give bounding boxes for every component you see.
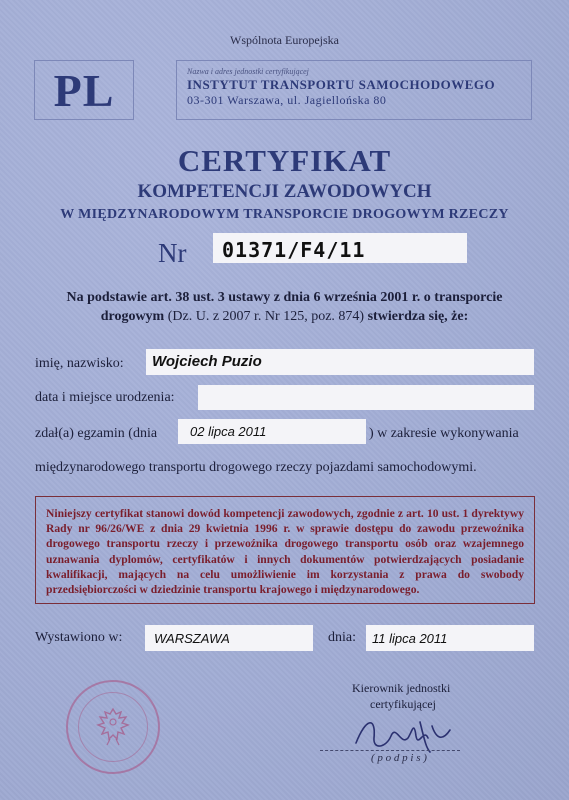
issuer-address: 03-301 Warszawa, ul. Jagiellońska 80 <box>187 93 387 107</box>
exam-scope-text: ) w zakresie wykonywania <box>369 426 519 441</box>
holder-name: Wojciech Puzio <box>152 353 262 370</box>
exam-date: 02 lipca 2011 <box>190 424 267 439</box>
eagle-emblem-icon <box>93 705 133 749</box>
country-code-box <box>34 60 134 120</box>
transport-scope: międzynarodowego transportu drogowego rzeczy pojazdami samochodowymi. <box>35 460 477 475</box>
birth-field <box>198 385 534 410</box>
certificate-number: 01371/F4/11 <box>222 238 366 262</box>
certificate-scope: W MIĘDZYNARODOWYM TRANSPORCIE DROGOWYM RZECZY <box>60 207 509 222</box>
legal-notice: Niniejszy certyfikat stanowi dowód kompetencji zawodowych, zgodnie z art. 10 ust. 1 dyrektywy Rady nr 96/26/WE z dnia 29 kwietnia 1996 r. w sprawie dostępu do zawodu przewoźnika drogowego transportu rzeczy i przewoźnika drogowego transportu osób oraz wzajemnego uznawania dyplomów, certyfikatów i innych dokumentów potwierdzających posiadanie kwalifikacji, mających na celu umożliwienie im korzystania z prawa do swobody przedsiębiorczości w dziedzinie transportu krajowego i międzynarodowego. <box>35 496 535 604</box>
issued-place-label: Wystawiono w: <box>35 630 123 645</box>
issued-date-label: dnia: <box>328 630 356 645</box>
name-label: imię, nazwisko: <box>35 356 124 371</box>
birth-label: data i miejsce urodzenia: <box>35 390 175 405</box>
number-label: Nr <box>158 238 187 268</box>
issuer-box <box>176 60 532 120</box>
exam-label: zdał(a) egzamin (dnia <box>35 426 158 441</box>
issuing-union: Wspólnota Europejska <box>230 33 339 47</box>
issued-date: 11 lipca 2011 <box>372 631 448 646</box>
legal-basis-part2: drogowym <box>100 309 165 324</box>
issuer-name: INSTYTUT TRANSPORTU SAMOCHODOWEGO <box>187 77 496 92</box>
legal-basis-part4: stwierdza się, że: <box>367 309 469 324</box>
signatory-title-1: Kierownik jednostki <box>352 681 451 695</box>
issued-place: WARSZAWA <box>154 631 230 646</box>
country-code: PL <box>53 64 115 116</box>
signature-line <box>320 750 460 751</box>
issuer-caption: Nazwa i adres jednostki certyfikującej <box>187 67 309 76</box>
legal-basis <box>20 288 549 326</box>
certificate-subtitle: KOMPETENCJI ZAWODOWYCH <box>137 181 432 202</box>
legal-basis-part3: (Dz. U. z 2007 r. Nr 125, poz. 874) <box>167 309 365 324</box>
legal-basis-part1: Na podstawie art. 38 ust. 3 ustawy z dnia 6 września 2001 r. o transporcie <box>66 290 503 305</box>
signatory-title-2: certyfikującej <box>370 697 436 711</box>
signature-caption: ( p o d p i s ) <box>371 752 427 764</box>
certificate-title: CERTYFIKAT <box>177 143 392 178</box>
